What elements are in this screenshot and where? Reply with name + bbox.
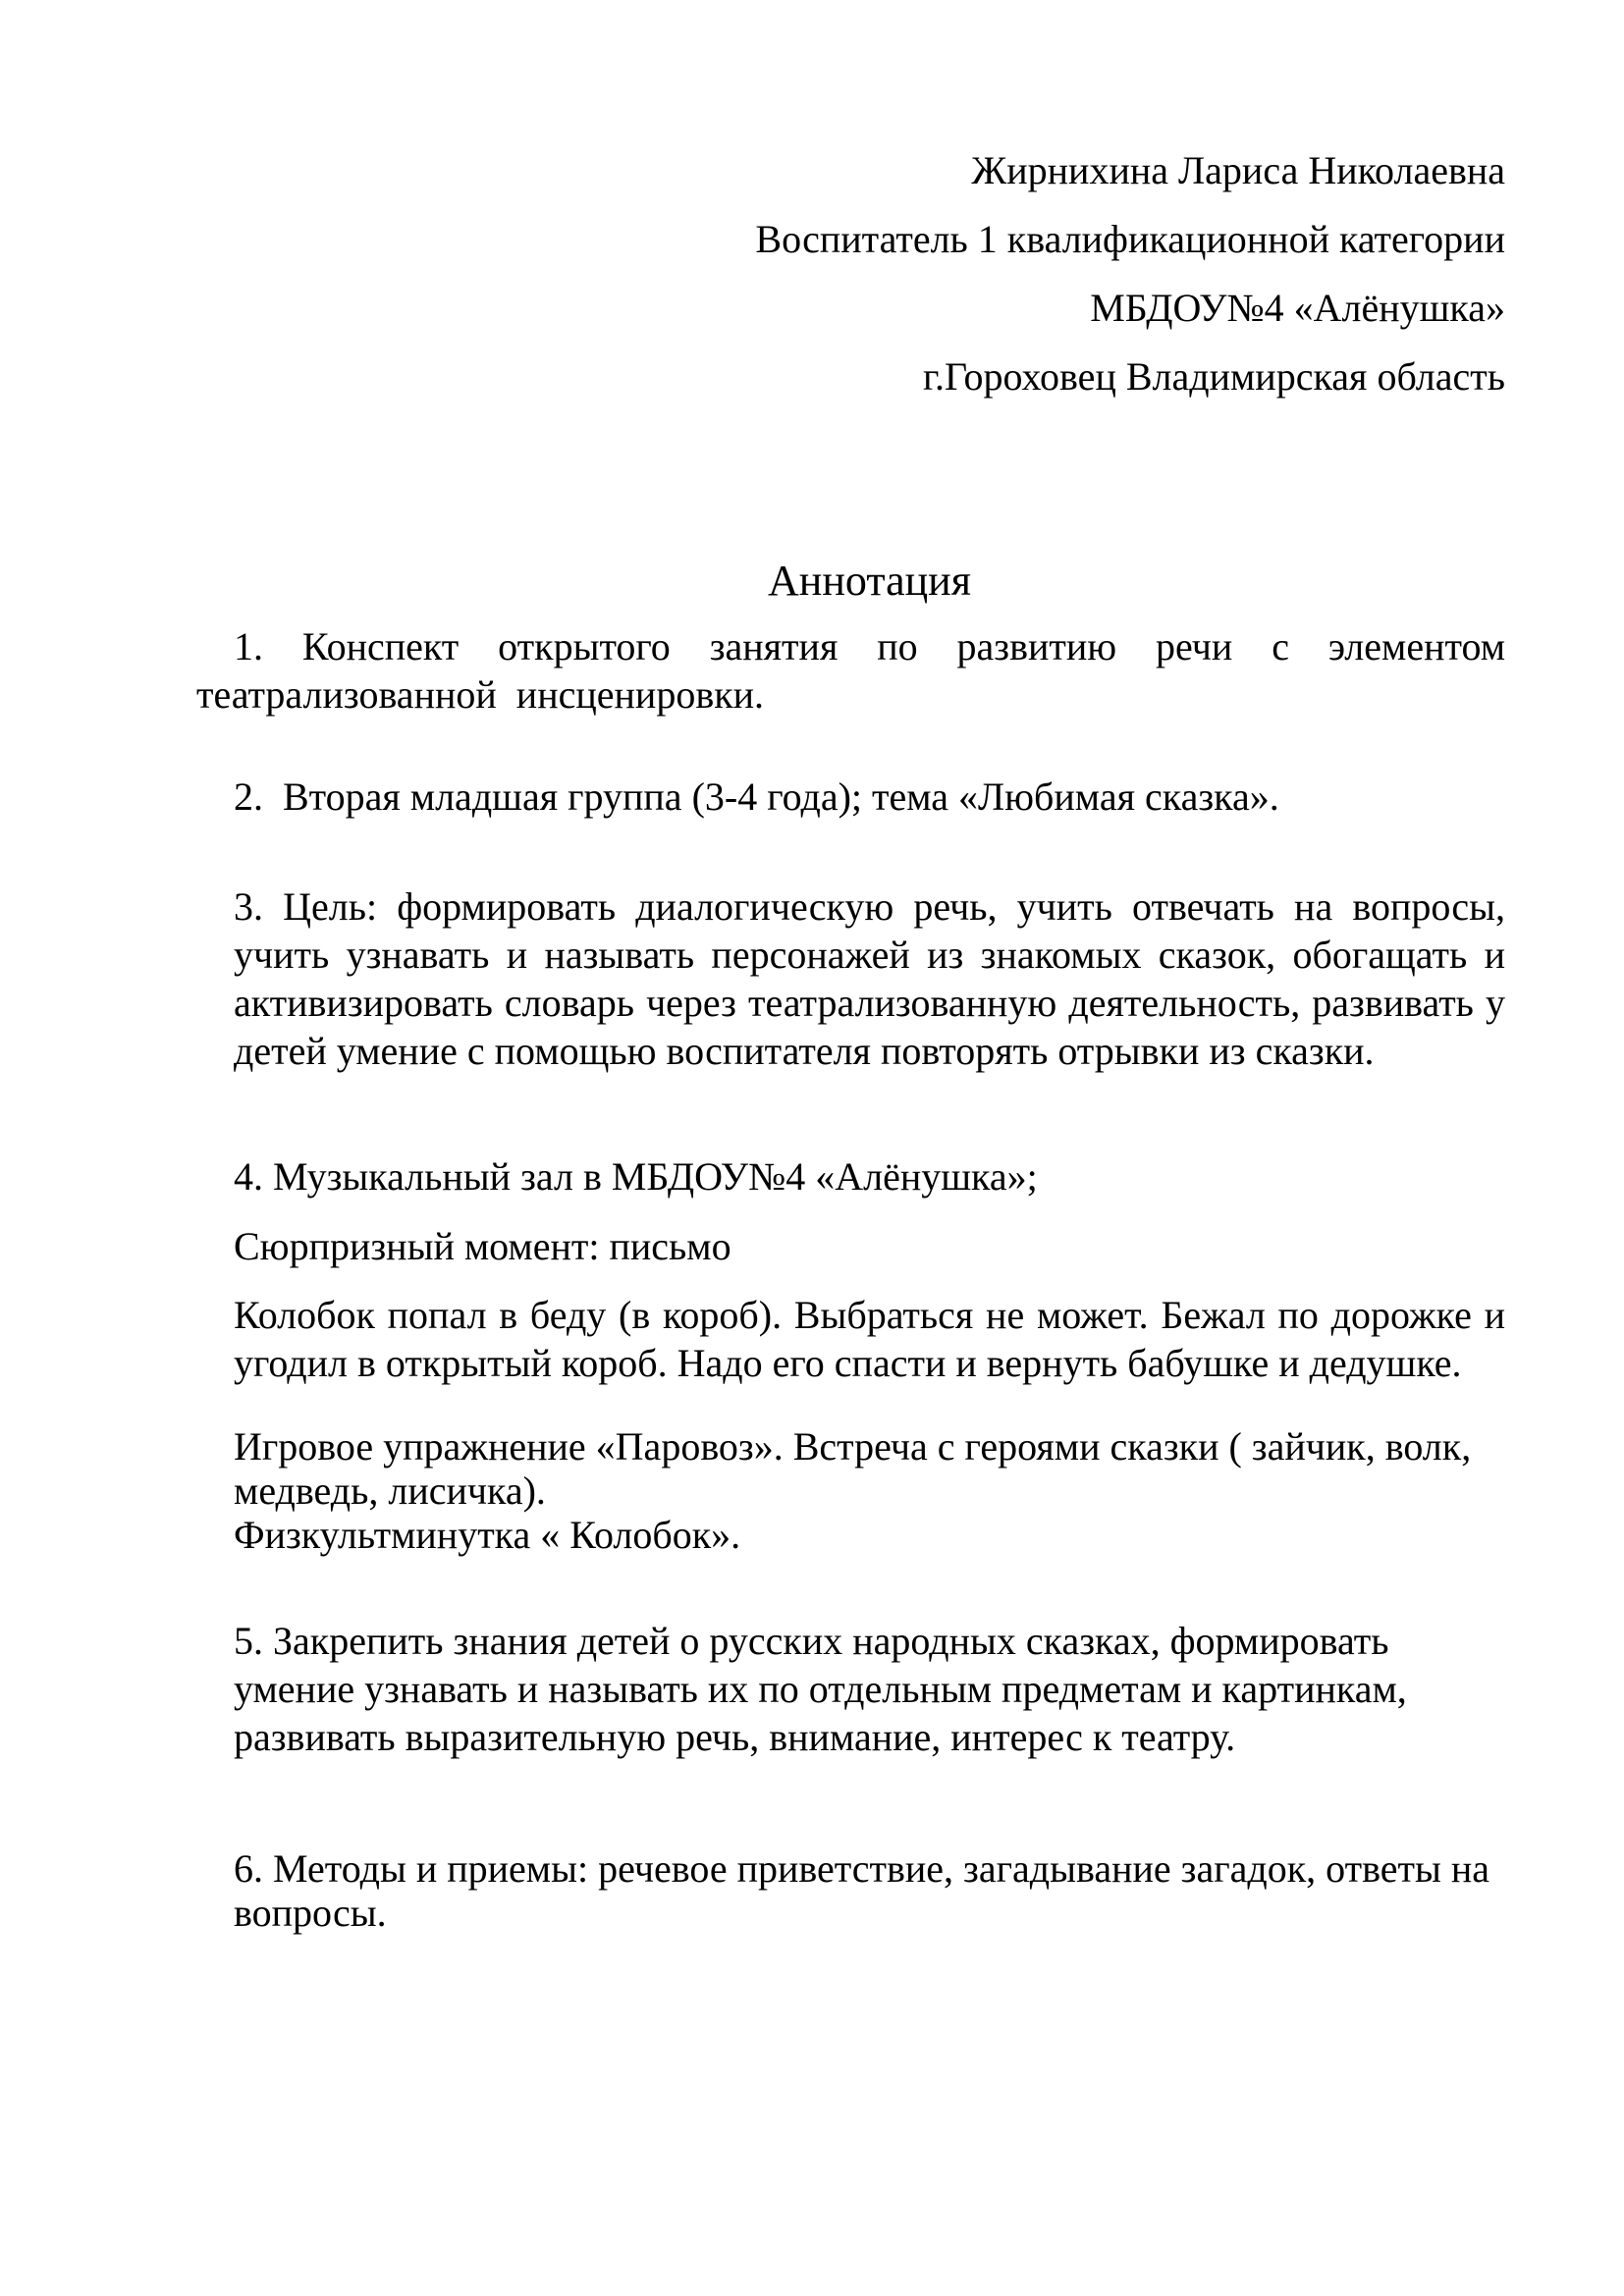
game-exercise-line: Игровое упражнение «Паровоз». Встреча с героями сказки ( зайчик, волк, медведь, лисичка). [234,1424,1472,1513]
author-block [234,136,1505,411]
author-location: г.Гороховец Владимирская область [923,354,1505,399]
fizkultminutka-line: Физкультминутка « Колобок». [234,1513,741,1557]
kolobok-story: Колобок попал в беду (в короб). Выбраться не может. Бежал по дорожке и угодил в открытый короб. Надо его спасти и вернуть бабушке и дедушке. [234,1293,1505,1385]
author-position: Воспитатель 1 квалификационной категории [755,217,1505,261]
annotation-item-6: 6. Методы и приемы: речевое приветствие, загадывание загадок, ответы на вопросы. [234,1846,1490,1935]
author-institution: МБДОУ№4 «Алёнушка» [1090,286,1505,330]
document-title: Аннотация [768,557,971,605]
author-name: Жирнихина Лариса Николаевна [971,148,1505,192]
annotation-item-3: 3. Цель: формировать диалогическую речь, учить отвечать на вопросы, учить узнавать и называть персонажей из знакомых сказок, обогащать и активизировать словарь через театрализованную деятельность, развивать у детей умение с помощью воспитателя повторять отрывки из сказки. [234,884,1505,1073]
annotation-item-4: 4. Музыкальный зал в МБДОУ№4 «Алёнушка»; [234,1154,1038,1199]
surprise-moment-line: Сюрпризный момент: письмо [234,1224,731,1268]
game-block [234,1424,1505,1557]
annotation-item-2: 2. Вторая младшая группа (3-4 года); тема «Любимая сказка». [234,774,1279,819]
annotation-item-1: 1. Конспект открытого занятия по развитию речи с элементом театрализованной инсценировки. [196,624,1505,717]
annotation-item-5: 5. Закрепить знания детей о русских народных сказках, формировать умение узнавать и называть их по отдельным предметам и картинкам, развивать выразительную речь, внимание, интерес к театру. [234,1619,1407,1759]
